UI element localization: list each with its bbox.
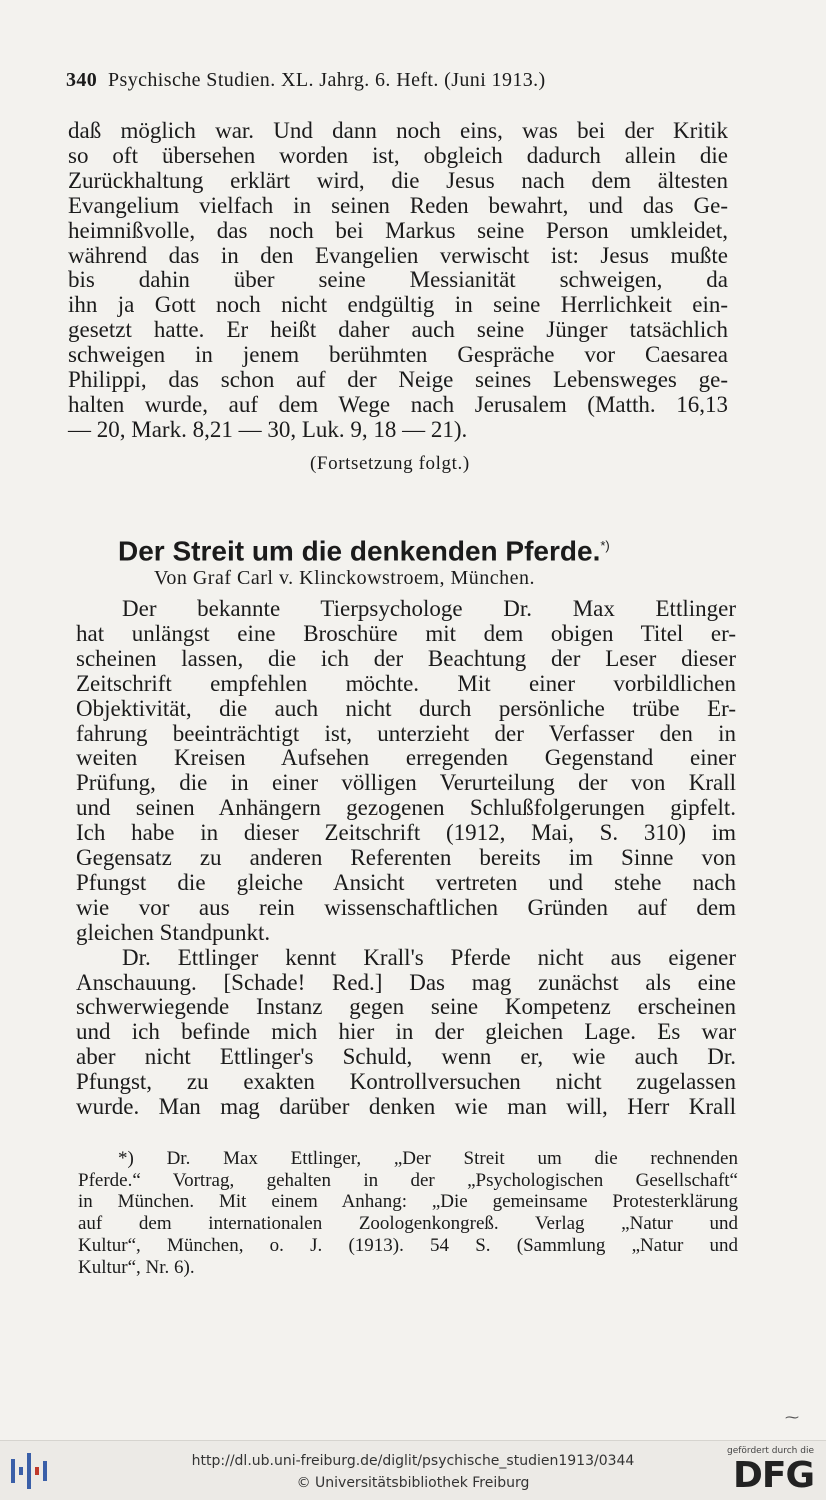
text-line: Dr. Ettlinger kennt Krall's Pferde nicht aus eigener (122, 944, 736, 970)
text-line: scheinen lassen, die ich der Beachtung der Leser dieser (76, 645, 736, 671)
text-line: schwerwiegende Instanz gegen seine Kompetenz erscheinen (76, 994, 736, 1020)
text-line: Prüfung, die in einer völligen Verurteilung der von Krall (76, 770, 736, 796)
copyright-notice: © Universitätsbibliothek Freiburg (296, 1475, 530, 1491)
text-line: Objektivität, die auch nicht durch persönliche trübe Er- (76, 695, 736, 721)
text-line: Evangelium vielfach in seinen Reden bewahrt, und das Ge- (68, 192, 728, 218)
text-line: hat unlängst eine Broschüre mit dem obigen Titel er- (76, 620, 736, 646)
text-line: in München. Mit einem Anhang: „Die gemeinsame Protesterklärung (78, 1191, 738, 1213)
text-line: während das in den Evangelien verwischt ist: Jesus mußte (68, 242, 728, 268)
text-line: Pferde.“ Vortrag, gehalten in der „Psychologischen Gesellschaft“ (78, 1169, 738, 1191)
dfg-logo: DFG (732, 1455, 814, 1496)
text-line: und seinen Anhängern gezogenen Schlußfolgerungen gipfelt. (76, 795, 736, 821)
dfg-caption: gefördert durch die (727, 1446, 814, 1456)
text-line: daß möglich war. Und dann noch eins, was bei der Kritik (68, 118, 728, 143)
text-line: bis dahin über seine Messianität schweigen, da (68, 267, 728, 293)
text-line: auf dem internationalen Zoologenkongreß. Verlag „Natur und (78, 1213, 738, 1235)
continuation-note: (Fortsetzung folgt.) (310, 453, 470, 474)
page-number: 340 (66, 69, 98, 91)
text-line: — 20, Mark. 8,21 — 30, Luk. 9, 18 — 21). (68, 416, 468, 442)
text-line: wie vor aus rein wissenschaftlichen Gründen auf dem (76, 894, 736, 920)
text-line: halten wurde, auf dem Wege nach Jerusalem (Matth. 16,13 (68, 391, 728, 417)
page-mark: ⁓ (785, 1411, 799, 1426)
running-title: Psychische Studien. XL. Jahrg. 6. Heft. (Juni 1913.) (108, 69, 546, 91)
text-line: fahrung beeinträchtigt ist, unterzieht der Verfasser den in (76, 720, 736, 746)
viewer-footer (0, 1440, 826, 1500)
text-line: schweigen in jenem berühmten Gespräche vor Caesarea (68, 342, 728, 368)
article-author: Von Graf Carl v. Klinckowstroem, München. (154, 567, 535, 589)
text-line: ihn ja Gott noch nicht endgültig in seine Herrlichkeit ein- (68, 292, 728, 318)
article-title (118, 530, 708, 567)
text-line: Zeitschrift empfehlen möchte. Mit einer vorbildlichen (76, 670, 736, 696)
article-title-text: Der Streit um die denkenden Pferde. (118, 535, 601, 567)
text-line: gleichen Standpunkt. (76, 919, 271, 945)
text-line: Ich habe in dieser Zeitschrift (1912, Mai, S. 310) im (76, 820, 736, 846)
document-url[interactable]: http://dl.ub.uni-freiburg.de/diglit/psychische_studien1913/0344 (191, 1453, 635, 1469)
text-line: gesetzt hatte. Er heißt daher auch seine Jünger tatsächlich (68, 317, 728, 343)
text-line: Pfungst, zu exakten Kontrollversuchen nicht zugelassen (76, 1069, 736, 1095)
text-line: weiten Kreisen Aufsehen erregenden Gegenstand einer (76, 745, 736, 771)
text-line: Pfungst die gleiche Ansicht vertreten und stehe nach (76, 869, 736, 895)
text-line: Kultur“, Nr. 6). (78, 1256, 195, 1278)
text-line: heimnißvolle, das noch bei Markus seine Person umkleidet, (68, 217, 728, 243)
title-footnote-mark: *) (600, 538, 610, 553)
text-line: Kultur“, München, o. J. (1913). 54 S. (Sammlung „Natur und (78, 1234, 738, 1256)
text-line: *) Dr. Max Ettlinger, „Der Streit um die rechnenden (118, 1148, 738, 1169)
text-line: Anschauung. [Schade! Red.] Das mag zunächst als eine (76, 969, 736, 995)
text-line: Gegensatz zu anderen Referenten bereits im Sinne von (76, 845, 736, 870)
running-header (66, 68, 671, 92)
text-line: Der bekannte Tierpsychologe Dr. Max Ettlinger (122, 596, 736, 621)
text-line: so oft übersehen worden ist, obgleich dadurch allein die (68, 142, 728, 168)
text-line: Zurückhaltung erklärt wird, die Jesus nach dem ältesten (68, 167, 728, 193)
text-line: aber nicht Ettlinger's Schuld, wenn er, wie auch Dr. (76, 1044, 736, 1070)
text-line: wurde. Man mag darüber denken wie man will, Herr Krall (76, 1094, 736, 1119)
text-line: und ich befinde mich hier in der gleichen Lage. Es war (76, 1019, 736, 1045)
text-line: Philippi, das schon auf der Neige seines Lebensweges ge- (68, 367, 728, 392)
